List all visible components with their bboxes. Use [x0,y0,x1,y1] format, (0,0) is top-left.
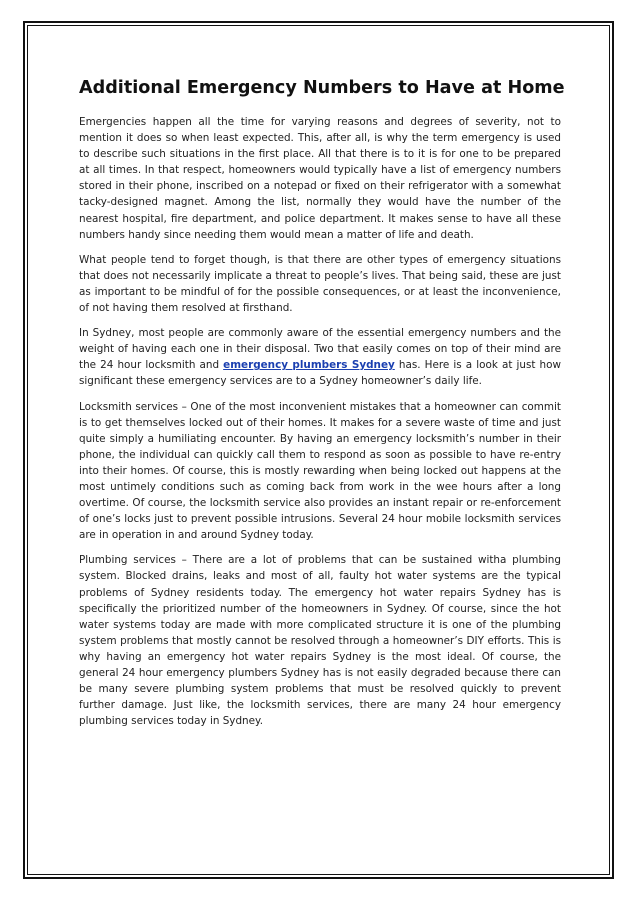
paragraph-locksmith: Locksmith services – One of the most inconvenient mistakes that a homeowner can commit is to get themselves locked out of their homes. It makes for a severe waste of time and just quite simply a humiliating encounter. By having an emergency locksmith’s number in their phone, the individual can quickly call them to respond as soon as possible to have re-entry into their homes. Of course, this is mostly rewarding when being locked out happens at the most untimely conditions such as coming back from work in the wee hours after a long overtime. Of course, the locksmith service also provides an instant repair or re-enforcement of one’s locks just to prevent possible intrusions. Several 24 hour mobile locksmith services are in operation in and around Sydney today. [79,400,561,542]
paragraph-sydney-text-1: In Sydney, most people are commonly aware of the essential emergency numbers and the weight of having each one in their disposal. Two that easily comes on top of their mind are the 24 hour locksmith and [79,327,561,372]
document-body [79,76,565,738]
paragraph-sydney-text-2: has. Here is a look at just how significant these emergency services are to a Sydney homeowner’s daily life. [79,359,561,388]
paragraph-plumbing: Plumbing services – There are a lot of problems that can be sustained witha plumbing system. Blocked drains, leaks and most of all, faulty hot water systems are the typical problems of Sydney residents today. The emergency hot water repairs Sydney has is specifically the prioritized number of the homeowners in Sydney. Of course, since the hot water systems today are made with more complicated structure it is one of the plumbing system problems that mostly cannot be resolved through a homeowner’s DIY efforts. This is why having an emergency hot water repairs Sydney is the most ideal. Of course, the general 24 hour emergency plumbers Sydney has is not easily degraded because there can be many severe plumbing system problems that must be resolved quickly to prevent further damage. Just like, the locksmith services, there are many 24 hour emergency plumbing services today in Sydney. [79,554,561,728]
emergency-plumbers-link[interactable]: emergency plumbers Sydney [223,359,395,372]
paragraph-other-emergencies: What people tend to forget though, is that there are other types of emergency situations that does not necessarily implicate a threat to people’s lives. That being said, these are just as important to be mindful of for the possible consequences, or at least the inconvenience, of not having them resolved at firsthand. [79,253,561,315]
paragraph-sydney [79,325,561,389]
paragraph-intro: Emergencies happen all the time for varying reasons and degrees of severity, not to mention it does so when least expected. This, after all, is why the term emergency is used to describe such situations in the first place. All that there is to it is for one to be prepared at all times. In that respect, homeowners would typically have a list of emergency numbers stored in their phone, inscribed on a notepad or fixed on their refrigerator with a somewhat tacky-designed magnet. Among the list, normally they would have the number of the nearest hospital, fire department, and police department. It makes sense to have all these numbers handy since needing them would mean a matter of life and death. [79,116,561,241]
document-title: Additional Emergency Numbers to Have at Home [79,78,565,98]
